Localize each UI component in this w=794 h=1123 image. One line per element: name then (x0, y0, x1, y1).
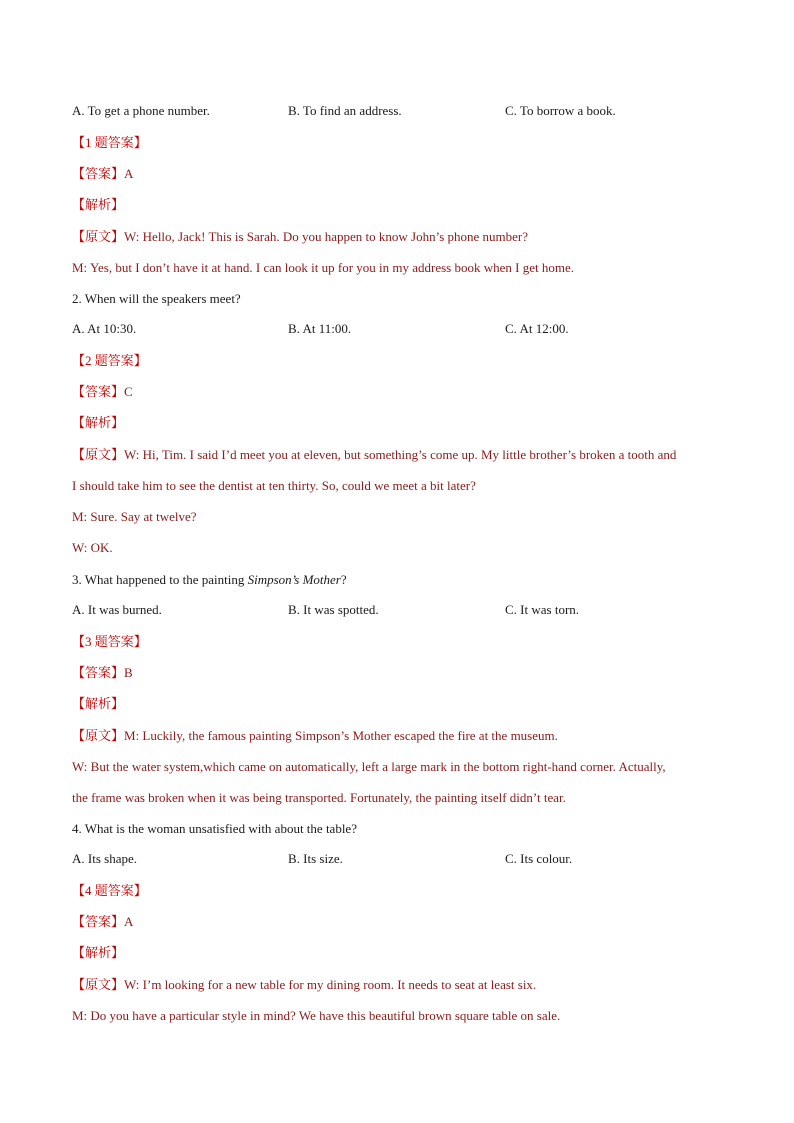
answer-label: 【答案】 (72, 914, 125, 929)
transcript-text: M: Luckily, the famous painting Simpson’s Mother escaped the fire at the museum. (124, 728, 558, 743)
q3-option-c: C. It was torn. (505, 602, 580, 617)
q2-answer (72, 383, 133, 401)
q1-answer (72, 165, 133, 183)
q2-analysis-label: 【解析】 (72, 415, 125, 430)
q1-analysis-label: 【解析】 (72, 197, 125, 212)
q3-answer (72, 664, 133, 682)
q3-question (72, 571, 347, 589)
q2-option-a: A. At 10:30. (72, 321, 137, 336)
q3-answer-heading: 【3 题答案】 (72, 634, 147, 649)
answer-value: B (124, 665, 133, 680)
q2-transcript-line: I should take him to see the dentist at ten thirty. So, could we meet a bit later? (72, 478, 476, 493)
transcript-text: W: Hello, Jack! This is Sarah. Do you happen to know John’s phone number? (124, 229, 529, 244)
q1-option-c: C. To borrow a book. (505, 103, 616, 118)
transcript-label: 【原文】 (72, 447, 125, 462)
q3-transcript-line: the frame was broken when it was being transported. Fortunately, the painting itself didn’t tear. (72, 790, 566, 805)
transcript-label: 【原文】 (72, 977, 125, 992)
answer-label: 【答案】 (72, 166, 125, 181)
q4-option-c: C. Its colour. (505, 851, 573, 866)
answer-label: 【答案】 (72, 665, 125, 680)
q3-question-prefix: 3. What happened to the painting (72, 572, 248, 587)
q1-option-b: B. To find an address. (288, 103, 402, 118)
q3-transcript-line: W: But the water system,which came on automatically, left a large mark in the bottom right-hand corner. Actually, (72, 759, 666, 774)
q4-option-a: A. Its shape. (72, 851, 137, 866)
q2-question: 2. When will the speakers meet? (72, 291, 241, 306)
q3-painting-title: Simpson’s Mother (247, 572, 341, 587)
transcript-label: 【原文】 (72, 728, 125, 743)
q3-option-a: A. It was burned. (72, 602, 162, 617)
q1-option-a: A. To get a phone number. (72, 103, 210, 118)
q4-answer (72, 913, 133, 931)
q2-option-b: B. At 11:00. (288, 321, 352, 336)
q2-transcript-line: M: Sure. Say at twelve? (72, 509, 197, 524)
answer-value: A (124, 914, 134, 929)
q4-option-b: B. Its size. (288, 851, 343, 866)
q2-option-c: C. At 12:00. (505, 321, 569, 336)
answer-value: A (124, 166, 134, 181)
q4-analysis-label: 【解析】 (72, 945, 125, 960)
transcript-label: 【原文】 (72, 229, 125, 244)
q3-question-suffix: ? (340, 572, 347, 587)
q3-transcript-line (72, 727, 558, 745)
q4-transcript-line (72, 976, 536, 994)
q4-transcript-line: M: Do you have a particular style in mind? We have this beautiful brown square table on sale. (72, 1008, 561, 1023)
q3-option-b: B. It was spotted. (288, 602, 379, 617)
transcript-text: W: Hi, Tim. I said I’d meet you at eleven, but something’s come up. My little brother’s broken a tooth and (124, 447, 677, 462)
answer-label: 【答案】 (72, 384, 125, 399)
q2-transcript-line: W: OK. (72, 540, 113, 555)
q3-analysis-label: 【解析】 (72, 696, 125, 711)
q2-transcript-line (72, 446, 676, 464)
q4-answer-heading: 【4 题答案】 (72, 883, 147, 898)
q2-answer-heading: 【2 题答案】 (72, 353, 147, 368)
q4-question: 4. What is the woman unsatisfied with about the table? (72, 821, 357, 836)
q1-answer-heading: 【1 题答案】 (72, 135, 147, 150)
q1-transcript-line (72, 228, 528, 246)
answer-value: C (124, 384, 133, 399)
transcript-text: W: I’m looking for a new table for my dining room. It needs to seat at least six. (124, 977, 537, 992)
q1-transcript-line: M: Yes, but I don’t have it at hand. I can look it up for you in my address book when I get home. (72, 260, 574, 275)
